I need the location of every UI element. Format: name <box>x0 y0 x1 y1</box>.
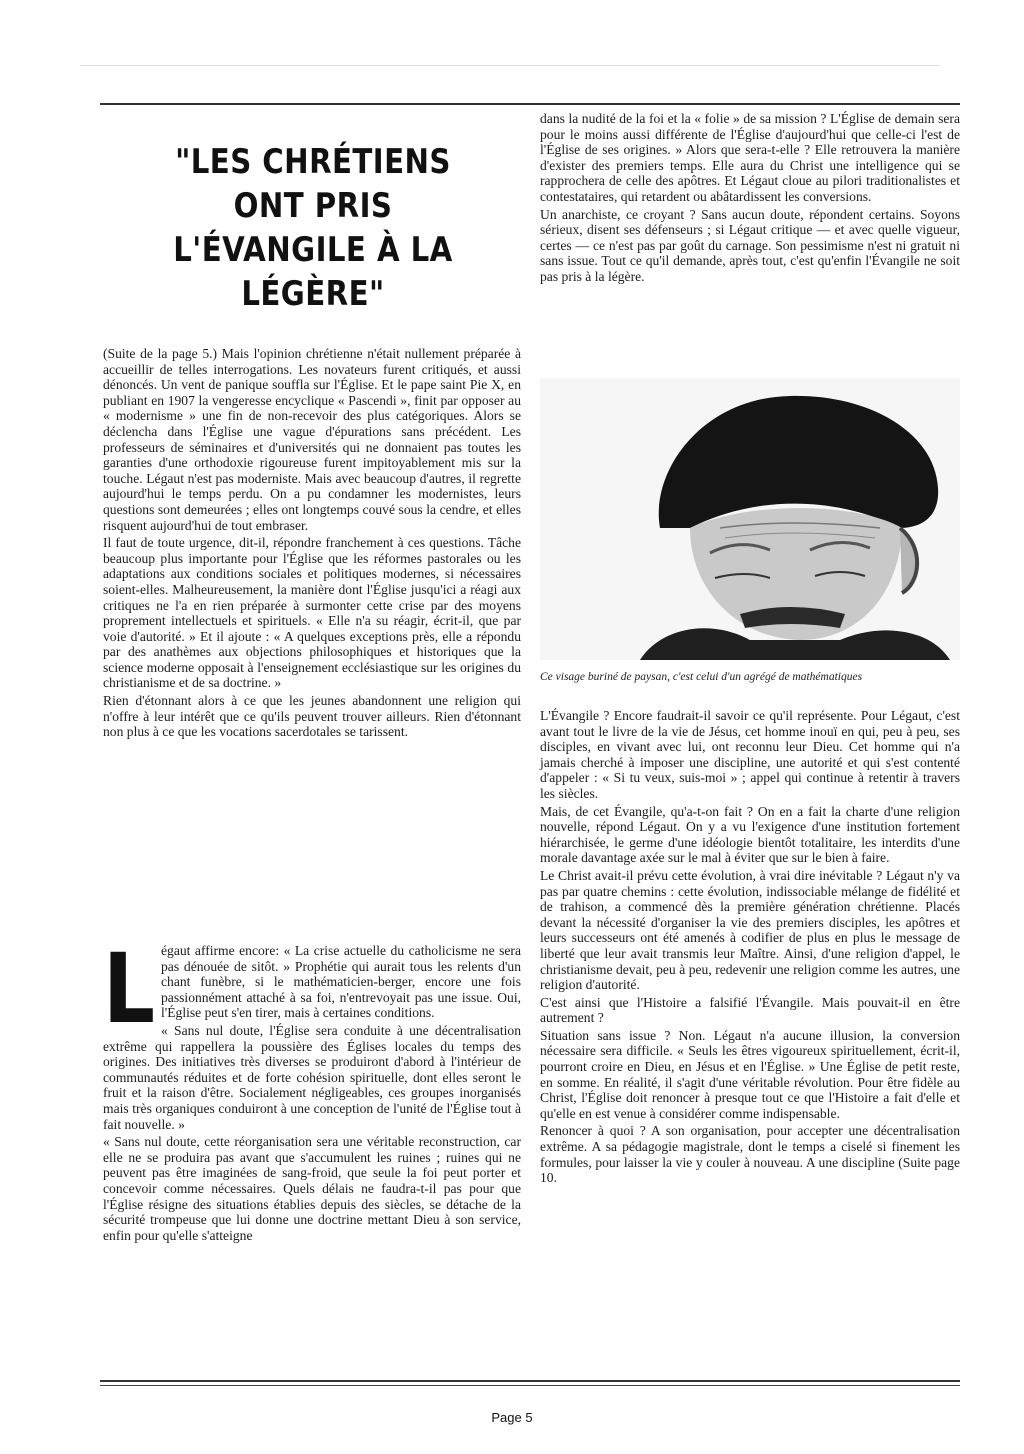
article-headline: "LES CHRÉTIENS ONT PRIS L'ÉVANGILE À LA LÉGÈRE" <box>173 141 453 314</box>
portrait-illustration <box>540 378 960 660</box>
paragraph: Un anarchiste, ce croyant ? Sans aucun doute, répondent certains. Soyons sérieux, disent ses défenseurs ; si Légaut critique — et avec quelle vigueur, certes — ce n'est pas par goût du carnage. Son pessimisme n'est ni gratuit ni sans issue. Tout ce qu'il demande, après tout, c'est qu'enfin l'Évangile ne soit pas pris à la légère. <box>540 206 960 284</box>
lettrine-section <box>103 933 521 1245</box>
top-rule <box>100 103 960 105</box>
right-column-top <box>540 111 960 287</box>
paragraph: Le Christ avait-il prévu cette évolution, à vrai dire inévitable ? Légaut n'y va pas par quatre chemins : cette évolution, indissociable mélange de fidélité et de trahison, a commencé dès la première génération chrétienne. Placés devant la nécessité d'organiser la vie des premiers disciples, les apôtres et leurs successeurs ont été amenés à codifier de plus en plus le message de liberté que leur avait transmis leur Maître. Ainsi, d'une religion d'appel, le christianisme devait, peu à peu, redevenir une religion comme les autres, une religion d'autorité. <box>540 867 960 993</box>
paragraph: dans la nudité de la foi et la « folie » de sa mission ? L'Église de demain sera pour le moins aussi différente de l'Église d'aujourd'hui que celle-ci l'est de l'Église de ses origines. » Alors que sera-t-elle ? Elle retrouvera la manière d'exister des premiers temps. Elle aura du Christ une intelligence qui se rapprochera de celle des apôtres. Et Légaut cloue au pilori traditionalistes et contestataires, qui retardent ou abâtardissent les conversions. <box>540 111 960 204</box>
paragraph: Renoncer à quoi ? A son organisation, pour accepter une décentralisation extrême. A sa pédagogie magistrale, dont le temps a ciselé si finement les formules, pour laisser la vie y couler à nouveau. A une discipline (Suite page 10. <box>540 1123 960 1186</box>
faint-top-rule <box>80 65 940 66</box>
portrait-photo <box>540 378 960 660</box>
page-number: Page 5 <box>491 1410 533 1425</box>
paragraph: Rien d'étonnant alors à ce que les jeunes abandonnent une religion qui n'offre à leur intérêt que ce qu'ils peuvent trouver ailleurs. Rien d'étonnant non plus à ce que les vocations sacerdotales se tarissent. <box>103 693 521 740</box>
left-column <box>103 346 521 742</box>
paragraph: L'Évangile ? Encore faudrait-il savoir ce qu'il représente. Pour Légaut, c'est avant tout le livre de la vie de Jésus, cet homme inouï en qui, peu à peu, ses disciples, en vivant avec lui, ont reconnu leur Dieu. Cet homme qui n'a jamais cherché à imposer une discipline, une autorité et qui s'est contenté d'appeler : « Si tu veux, suis-moi » ; appel qui continue à retentir à travers les siècles. <box>540 708 960 801</box>
drop-cap: L <box>103 933 155 1045</box>
right-column-bottom <box>540 708 960 1188</box>
paragraph: « Sans nul doute, l'Église sera conduite à une décentralisation extrême qui rappellera la poussière des Églises locales du temps des origines. Des initiatives très diverses se produiront d'abord à l'intérieur de communautés réduites et de forte cohésion spirituelle, dont elles seront le fruit et la raison d'être. Socialement négligeables, ces groupes inorganisés mais très organiques conduiront à une conception de l'unité de l'Église tout à fait nouvelle. » <box>103 1022 521 1132</box>
paragraph: Mais, de cet Évangile, qu'a-t-on fait ? On en a fait la charte d'une religion nouvelle, répond Légaut. On y a vu l'exigence d'une institution fortement hiérarchisée, le germe d'une idéologie bientôt totalitaire, les interdits d'une morale davantage axée sur le mal à éviter que sur le bien à faire. <box>540 803 960 866</box>
paragraph: Il faut de toute urgence, dit-il, répondre franchement à ces questions. Tâche beaucoup plus importante pour l'Église que les réformes pastorales ou les adaptations aux conditions sociales et politiques modernes, si nécessaires soient-elles. Malheureusement, la manière dont l'Église jusqu'ici a réagi aux critiques ne l'a en rien préparée à surmonter cette crise par des moyens proprement intellectuels et spirituels. « Elle n'a su réagir, écrit-il, que par voie d'autorité. » Et il ajoute : « A quelques exceptions près, elle a répondu par des anathèmes aux objections philosophiques et historiques que la science moderne opposait à l'enseignement ecclésiastique sur les origines du christianisme et de sa doctrine. » <box>103 535 521 691</box>
photo-caption: Ce visage buriné de paysan, c'est celui d'un agrégé de mathématiques <box>540 671 863 683</box>
bottom-rule-thin <box>100 1385 960 1386</box>
paragraph: Situation sans issue ? Non. Légaut n'a aucune illusion, la conversion nécessaire sera difficile. « Seuls les êtres vigoureux spirituellement, écrit-il, pourront croire en Dieu, en Jésus et en l'Église. » Une Église de petit reste, en somme. En réalité, il s'agit d'une véritable révolution. Pour être fidèle au Christ, l'Église doit renoncer à presque tout ce que l'Histoire a fait d'elle et qu'elle en est venue à considérer comme indispensable. <box>540 1027 960 1121</box>
paragraph: C'est ainsi que l'Histoire a falsifié l'Évangile. Mais pouvait-il en être autrement ? <box>540 994 960 1026</box>
paragraph: « Sans nul doute, cette réorganisation sera une véritable reconstruction, car elle ne se produira pas avant que s'accumulent les ruines ; ruines qui ne peuvent pas être imaginées de sang-froid, que seule la foi peut porter et concevoir comme nécessaires. Quels délais ne faudra-t-il pas pour que l'Église résigne des situations établies depuis des siècles, se détache de la sécurité trompeuse que lui donne une doctrine mettant Dieu à son service, enfin pour qu'elle s'atteigne <box>103 1134 521 1243</box>
paragraph: égaut affirme encore: « La crise actuelle du catholicisme ne sera pas dénouée de sitôt. » Prophétie qui aurait tous les relents d'un chant funèbre, si le mathématicien-berger, encore une fois passionnément attaché à sa foi, n'entrevoyait pas une issue. Oui, l'Église peut s'en tirer, mais à certaines conditions. <box>161 943 521 1021</box>
paragraph: (Suite de la page 5.) Mais l'opinion chrétienne n'était nullement préparée à accueillir de telles interrogations. Les novateurs furent critiqués, et aussi dénoncés. Un vent de panique souffla sur l'Église. Et le pape saint Pie X, en publiant en 1907 la vengeresse encyclique « Pascendi », finit par opposer au « modernisme » une fin de non-recevoir des plus catégoriques. Alors se déclencha dans l'Église une vague d'épurations sans précédent. Les professeurs de séminaires et d'universités qui ne donnaient pas toutes les garanties d'une orthodoxie rigoureuse furent impitoyablement mis sur la touche. Légaut n'est pas moderniste. Mais avec beaucoup d'autres, il regrette aujourd'hui le temps perdu. On a pu condamner les modernistes, leurs questions sont demeurées ; elles ont longtemps couvé sous la cendre, et elles risquent aujourd'hui de tout embraser. <box>103 346 521 533</box>
bottom-rule <box>100 1380 960 1382</box>
